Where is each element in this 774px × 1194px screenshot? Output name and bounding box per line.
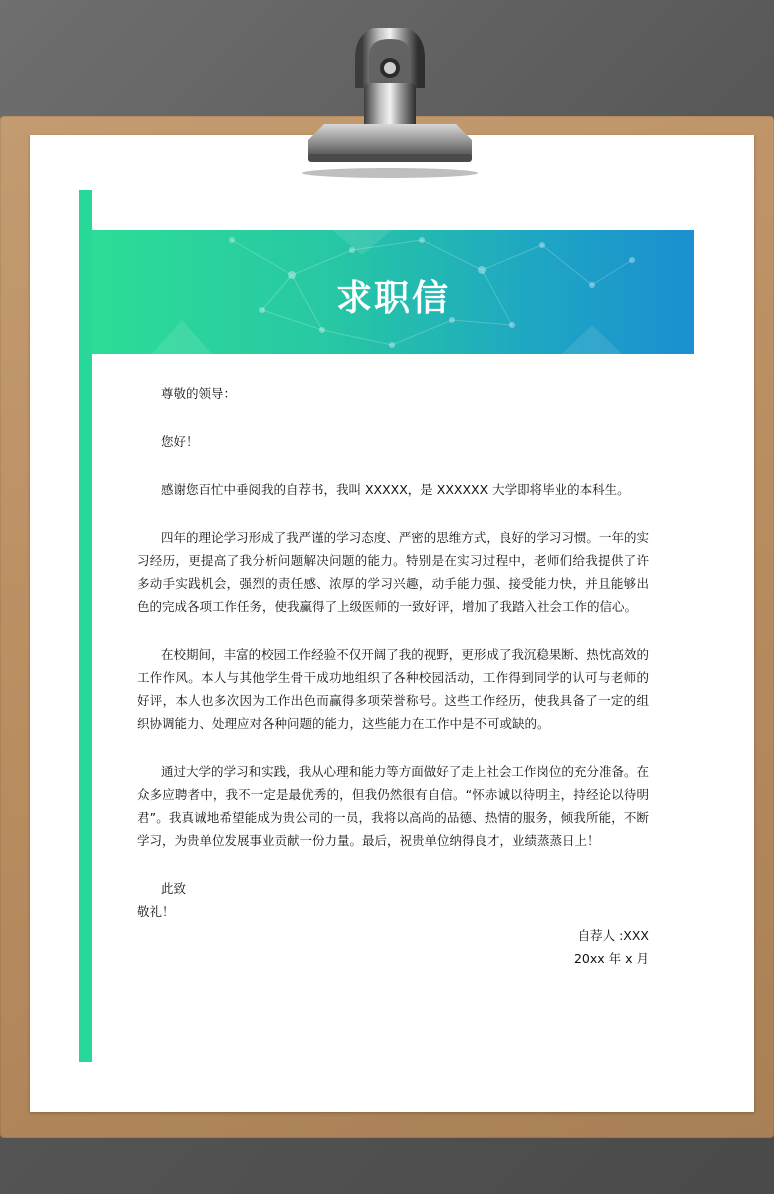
title-banner	[92, 230, 694, 354]
date: 20xx 年 x 月	[573, 951, 649, 966]
salutation: 尊敬的领导：	[161, 386, 237, 401]
letter-body	[137, 382, 649, 970]
paragraph-conclusion: 通过大学的学习和实践，我从心理和能力等方面做好了走上社会工作岗位的充分准备。在众多应聘者中，我不一定是最优秀的，但我仍然很有自信。“怀赤诚以待明主，持经论以待明君”。我真诚地希望能成为贵公司的一员，我将以高尚的品德、热情的服务，倾我所能，不断学习，为贵单位发展事业贡献一份力量。最后，祝贵单位纳得良才，业绩蒸蒸日上！	[137, 764, 649, 848]
closing-line-1: 此致	[161, 881, 187, 896]
paragraph-study: 四年的理论学习形成了我严谨的学习态度、严密的思维方式，良好的学习习惯。一年的实习经历，更提高了我分析问题解决问题的能力。特别是在实习过程中，老师们给我提供了许多动手实践机会，强烈的责任感、浓厚的学习兴趣，动手能力强、接受能力快，并且能够出色的完成各项工作任务，使我赢得了上级医师的一致好评，增加了我踏入社会工作的信心。	[137, 530, 649, 614]
greeting: 您好！	[161, 434, 199, 449]
paragraph-intro: 感谢您百忙中垂阅我的自荐书，我叫 XXXXX，是 XXXXXX 大学即将毕业的本科生。	[161, 482, 630, 497]
page-title: 求职信	[335, 278, 450, 319]
paragraph-campus: 在校期间，丰富的校园工作经验不仅开阔了我的视野，更形成了我沉稳果断、热忱高效的工作作风。本人与其他学生骨干成功地组织了各种校园活动，工作得到同学的认可与老师的好评，本人也多次因为工作出色而赢得多项荣誉称号。这些工作经历，使我具备了一定的组织协调能力、处理应对各种问题的能力，这些能力在工作中是不可或缺的。	[137, 647, 649, 731]
signer: 自荐人 :XXX	[577, 928, 649, 943]
binder-clip-icon	[300, 28, 480, 178]
accent-bar	[79, 190, 92, 1062]
closing-line-2: 敬礼！	[137, 904, 175, 919]
